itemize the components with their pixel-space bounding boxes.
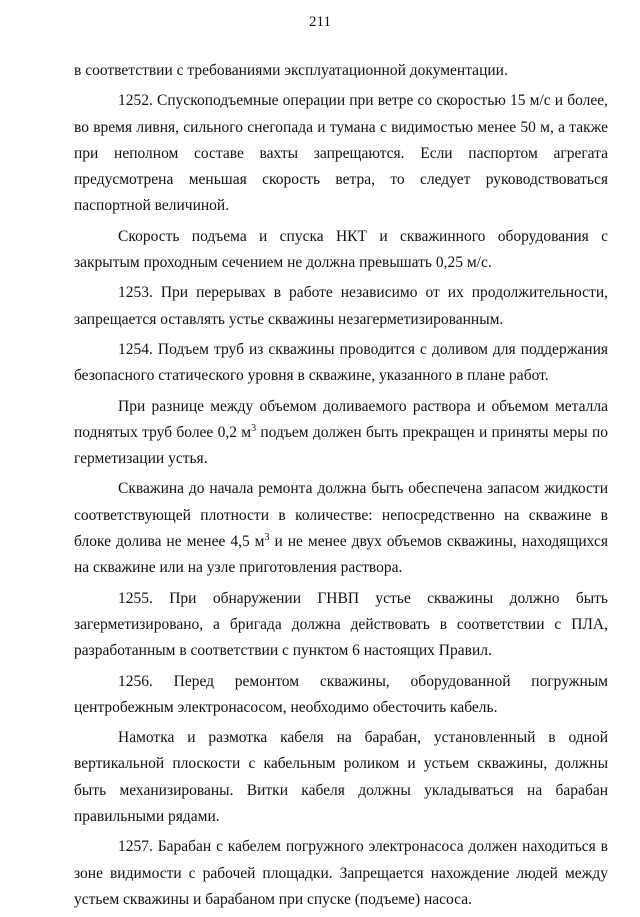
paragraph-volume-difference [74,394,608,473]
paragraph-fluid-reserve-text-b: и не менее двух объемов скважины, находящихся на скважине или на узле приготовления раствора. [74,533,608,577]
paragraph-1252: 1252. Спускоподъемные операции при ветре со скоростью 15 м/с и более, во время ливня, сильного снегопада и тумана с видимостью менее 50 м, а также при неполном составе вахты запрещаются. Если паспортом агрегата предусмотрена меньшая скорость ветра, то следует руководствоваться паспортной величиной. [74,92,608,215]
paragraph-continuation: в соответствии с требованиями эксплуатационной документации. [74,62,508,79]
paragraph-fluid-reserve [74,476,608,581]
paragraph-volume-difference-text-b: подъем должен быть прекращен и приняты меры по герметизации устья. [74,423,608,468]
paragraph-fluid-reserve-text-a: Скважина до начала ремонта должна быть обеспечена запасом жидкости соответствующей плотности в количестве: непосредственно на скважине в блоке долива не менее 4,5 м [74,480,608,551]
paragraph-nkt-speed: Скорость подъема и спуска НКТ и скважинного оборудования с закрытым проходным сечением не должна превышать 0,25 м/с. [74,227,608,272]
paragraph-1257: 1257. Барабан с кабелем погружного электронасоса должен находиться в зоне видимости с рабочей площадки. Запрещается нахождение людей между устьем скважины и барабаном при спуске (подъеме) насоса. [74,838,608,908]
cubic-superscript: 3 [251,422,257,434]
cubic-superscript: 3 [264,532,270,544]
paragraph-1255: 1255. При обнаружении ГНВП устье скважины должно быть загерметизировано, а бригада должна действовать в соответствии с ПЛА, разработанным в соответствии с пунктом 6 настоящих Правил. [74,589,608,660]
document-body [74,58,608,917]
paragraph-cable-winding: Намотка и размотка кабеля на барабан, установленный в одной вертикальной плоскости с кабельным роликом и устьем скважины, должны быть механизированы. Витки кабеля должны укладываться на барабан правильными рядами. [74,729,608,826]
paragraph-1256: 1256. Перед ремонтом скважины, оборудованной погружным центробежным электронасосом, необходимо обесточить кабель. [74,672,608,716]
paragraph-1253: 1253. При перерывах в работе независимо от их продолжительности, запрещается оставлять устье скважины незагерметизированным. [74,284,608,328]
paragraph-1254: 1254. Подъем труб из скважины проводится с доливом для поддержания безопасного статического уровня в скважине, указанного в плане работ. [74,340,608,385]
paragraph-volume-difference-text-a: При разнице между объемом доливаемого раствора и объемом металла поднятых труб более 0,2 м [74,397,608,441]
page-number: 211 [309,14,331,30]
